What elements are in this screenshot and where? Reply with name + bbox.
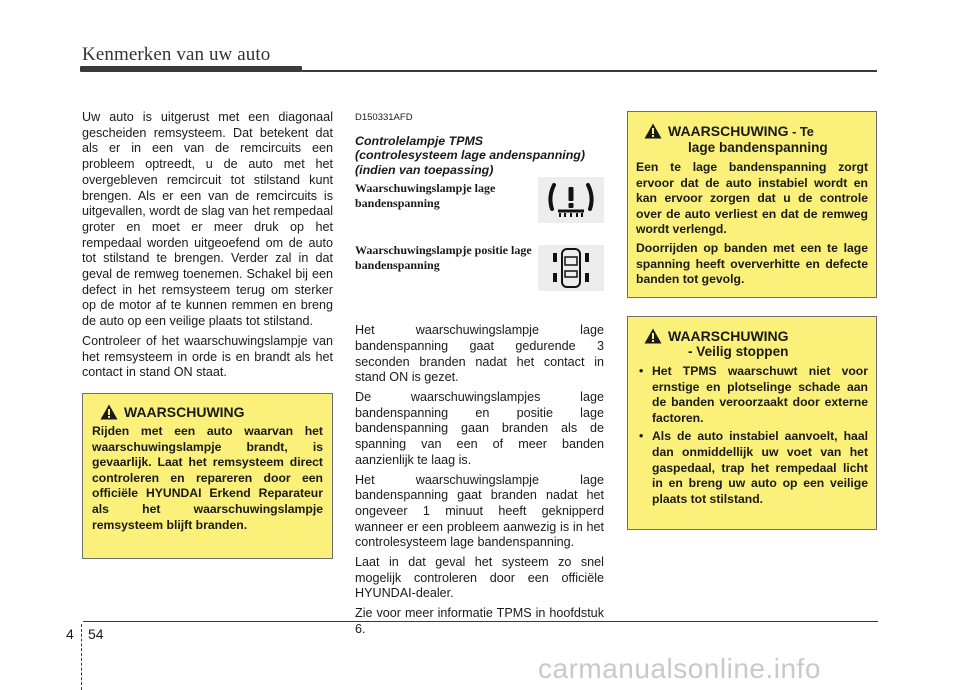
warning-box-safe-stop <box>627 316 877 530</box>
tpms-paragraph-1: Het waarschuwingslampje lage bandenspanning gaat gedurende 3 seconden branden nadat het contact in stand ON is gezet. <box>355 323 604 385</box>
warning-box-low-pressure <box>627 111 877 298</box>
footer-rule <box>83 621 878 622</box>
warning-text-2: Doorrijden op banden met een te lage spanning heeft oververhitte en defecte banden tot gevolg. <box>636 240 868 287</box>
section-title-line1: Controlelampje TPMS <box>355 133 484 148</box>
warning-title: WAARSCHUWING <box>124 404 245 420</box>
warning-list <box>636 364 868 507</box>
warning-list-item: • Het TPMS waarschuwt niet voor ernstige en plotselinge schade aan de banden veroorzaakt door externe factoren. <box>636 364 868 426</box>
brake-lamp-check-paragraph: Controleer of het waarschuwingslampje van het remsysteem in orde is en brandt als het contact in stand ON staat. <box>82 333 333 380</box>
watermark-text: carmanualsonline.info <box>538 653 821 684</box>
header-bar <box>80 66 302 72</box>
warning-box-brake <box>82 393 333 559</box>
warning-title-main: WAARSCHUWING <box>668 328 789 344</box>
column-middle <box>355 110 604 642</box>
lamp-row-position <box>355 243 604 313</box>
warning-subtitle-b: lage bandenspanning <box>688 140 828 155</box>
brake-system-paragraph: Uw auto is uitgerust met een diagonaal gescheiden remsysteem. Dat betekent dat als er in een van de remcircuits een probleem optreedt, u de auto met het overgebleven remcircuit tot stilstand kunt brengen. Als er een van de remcircuits is uitgevallen, wordt de slag van het rempedaal groter en moet er meer druk op het rempedaal worden uitgeoefend om de auto tot stilstand te brengen. Verder zal in dat geval de remweg toenemen. Schakel bij een defect in het remsysteem terug om sterker op de motor af te kunnen remmen en breng de auto op een veilige plaats tot stilstand. <box>82 110 333 329</box>
warning-title <box>668 328 789 360</box>
warning-text-1: Een te lage bandenspanning zorgt ervoor dat de auto instabiel wordt en kan ervoor zorgen dat u de controle over de auto verliest en dat de remweg wordt verlengd. <box>636 160 868 237</box>
tpms-paragraph-2: De waarschuwingslampjes lage bandenspanning en positie lage bandenspanning gaan branden als de spanning van een of meer banden aanzienlijk te laag is. <box>355 390 604 467</box>
position-lamp-label: Waarschuwingslampje positie lage bandenspanning <box>355 243 532 273</box>
footer-divider <box>81 624 84 690</box>
column-left <box>82 110 333 385</box>
chapter-number: 4 <box>66 626 74 642</box>
section-title <box>355 134 604 178</box>
tpms-warning-icon <box>538 177 604 223</box>
warning-triangle-icon <box>644 328 662 344</box>
warning-list-item: • Als de auto instabiel aanvoelt, haal dan onmiddellijk uw voet van het gaspedaal, trap het rempedaal licht in en breng uw auto op een veilige plaats tot stilstand. <box>636 429 868 507</box>
tpms-paragraph-5: Zie voor meer informatie TPMS in hoofdstuk 6. <box>355 606 604 636</box>
tpms-lamp-label: Waarschuwingslampje lage bandenspanning <box>355 181 496 211</box>
warning-triangle-icon <box>644 123 662 139</box>
page-header-title: Kenmerken van uw auto <box>82 44 271 65</box>
tpms-paragraph-4: Laat in dat geval het systeem zo snel mogelijk controleren door een officiële HYUNDAI-dealer. <box>355 555 604 601</box>
warning-text: Rijden met een auto waarvan het waarschuwingslampje brandt, is gevaarlijk. Laat het remsysteem direct controleren en repareren door een officiële HYUNDAI Erkend Reparateur als het waarschuwingslampje remsysteem blijft branden. <box>92 424 323 532</box>
tpms-paragraph-3: Het waarschuwingslampje lage bandenspanning gaat branden nadat het ongeveer 1 minuut heeft geknipperd wanneer er een probleem aanwezig is in het controlesysteem lage bandenspanning. <box>355 472 604 550</box>
page-number: 54 <box>88 626 104 642</box>
section-code: D150331AFD <box>355 112 413 123</box>
section-title-line2: (controlesysteem lage andenspanning) <box>355 148 585 163</box>
section-title-line3: (indien van toepassing) <box>355 162 494 177</box>
tpms-lamp-image <box>538 177 604 223</box>
warning-subtitle-a: - Te <box>788 124 814 139</box>
warning-title <box>668 123 828 156</box>
warning-title-main: WAARSCHUWING <box>668 123 789 139</box>
header-rule <box>302 70 877 72</box>
warning-triangle-icon <box>100 404 118 420</box>
position-lamp-image <box>538 245 604 291</box>
lamp-row-tpms <box>355 181 604 239</box>
tire-position-icon <box>538 245 604 291</box>
warning-subtitle: - Veilig stoppen <box>688 344 789 359</box>
